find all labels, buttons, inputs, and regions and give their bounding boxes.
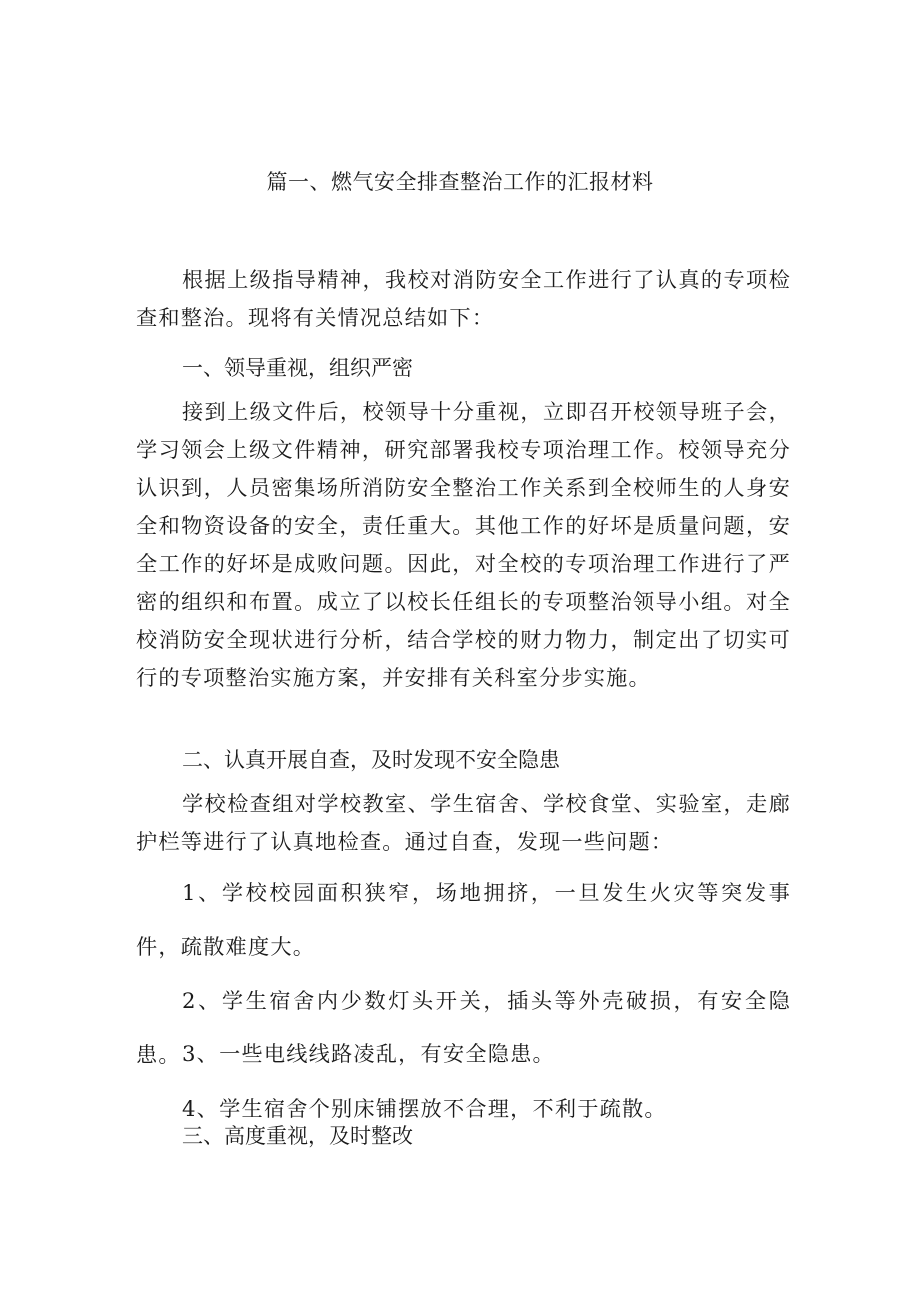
list-item: 4、学生宿舍个别床铺摆放不合理，不利于疏散。 (182, 1096, 667, 1121)
section-heading-3: 三、高度重视，及时整改 (182, 1124, 413, 1148)
list-item: 1、学校校园面积狭窄，场地拥挤，一旦发生火灾等突发事件，疏散难度大。 (136, 880, 791, 959)
section-heading-1: 一、领导重视，组织严密 (182, 356, 413, 380)
section-1-paragraph: 接到上级文件后，校领导十分重视，立即召开校领导班子会，学习领会上级文件精神，研究部署我校专项治理工作。校领导充分认识到，人员密集场所消防安全整治工作关系到全校师生的人身安全和物资设备的安全，责任重大。其他工作的好坏是质量问题，安全工作的好坏是成败问题。因此，对全校的专项治理工作进行了严密的组织和布置。成立了以校长任组长的专项整治领导小组。对全校消防安全现状进行分析，结合学校的财力物力，制定出了切实可行的专项整治实施方案，并安排有关科室分步实施。 (136, 399, 791, 690)
intro-paragraph: 根据上级指导精神，我校对消防安全工作进行了认真的专项检查和整治。现将有关情况总结如下： (136, 267, 791, 330)
section-2-paragraph: 学校检查组对学校教室、学生宿舍、学校食堂、实验室，走廊护栏等进行了认真地检查。通过自查，发现一些问题： (136, 791, 791, 854)
list-item: 2、学生宿舍内少数灯头开关，插头等外壳破损，有安全隐患。 (136, 988, 791, 1067)
document-title: 篇一、燃气安全排查整治工作的汇报材料 (266, 170, 654, 194)
section-heading-2: 二、认真开展自查，及时发现不安全隐患 (182, 748, 560, 772)
list-item: 3、一些电线线路凌乱，有安全隐患。 (182, 1041, 555, 1066)
